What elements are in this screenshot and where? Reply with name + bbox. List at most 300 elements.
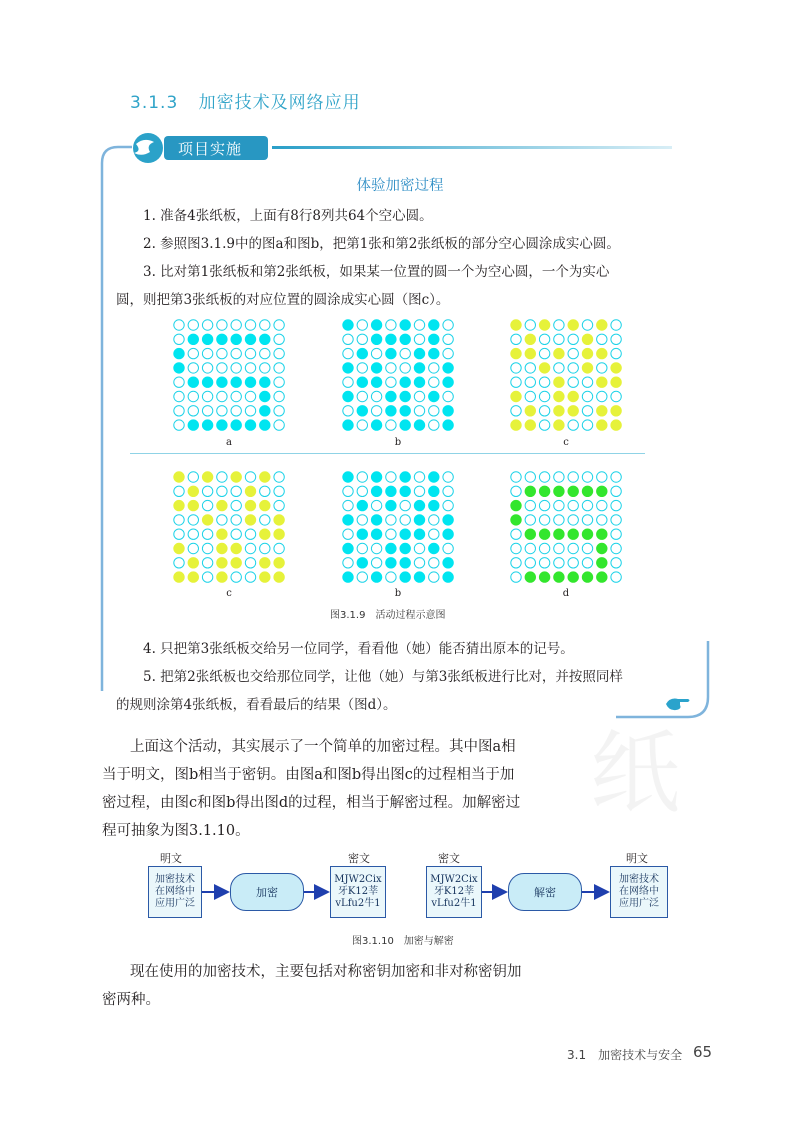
hollow-circle (568, 543, 578, 553)
filled-circle (245, 377, 255, 387)
hollow-circle (414, 472, 424, 482)
plaintext-line: 应用广泛 (619, 898, 659, 909)
hollow-circle (260, 486, 270, 496)
filled-circle (525, 529, 535, 539)
hollow-circle (539, 420, 549, 430)
hollow-circle (554, 500, 564, 510)
hollow-circle (386, 377, 396, 387)
hollow-circle (274, 406, 284, 416)
hollow-circle (400, 348, 410, 358)
hollow-circle (231, 348, 241, 358)
filled-circle (400, 320, 410, 330)
hollow-circle (202, 486, 212, 496)
plaintext-label-right: 明文 (626, 852, 648, 865)
hollow-circle (217, 486, 227, 496)
filled-circle (231, 543, 241, 553)
hollow-circle (568, 558, 578, 568)
hollow-circle (357, 363, 367, 373)
filled-circle (400, 543, 410, 553)
filled-circle (217, 377, 227, 387)
filled-circle (274, 529, 284, 539)
filled-circle (443, 420, 453, 430)
hollow-circle (202, 391, 212, 401)
hollow-circle (611, 334, 621, 344)
filled-circle (554, 420, 564, 430)
ciphertext-line: vLfu2牛1 (431, 898, 477, 909)
hollow-circle (539, 558, 549, 568)
filled-circle (525, 348, 535, 358)
filled-circle (568, 529, 578, 539)
hollow-circle (554, 558, 564, 568)
figure-divider (130, 453, 645, 454)
filled-circle (188, 420, 198, 430)
ciphertext-label-right: 密文 (438, 852, 460, 865)
hollow-circle (568, 377, 578, 387)
filled-circle (260, 391, 270, 401)
hollow-circle (400, 515, 410, 525)
hollow-circle (443, 543, 453, 553)
plaintext-line: 在网络中 (155, 886, 195, 897)
hollow-circle (386, 320, 396, 330)
hollow-circle (202, 348, 212, 358)
filled-circle (414, 363, 424, 373)
filled-circle (217, 529, 227, 539)
filled-circle (429, 500, 439, 510)
hollow-circle (582, 515, 592, 525)
hollow-circle (386, 529, 396, 539)
hollow-circle (202, 529, 212, 539)
hollow-circle (357, 334, 367, 344)
filled-circle (217, 543, 227, 553)
hollow-circle (231, 529, 241, 539)
ciphertext-line: 牙K12莘 (433, 886, 475, 897)
hollow-circle (343, 558, 353, 568)
hollow-circle (274, 348, 284, 358)
filled-circle (386, 406, 396, 416)
filled-circle (202, 377, 212, 387)
ciphertext-label-left: 密文 (348, 852, 370, 865)
filled-circle (202, 334, 212, 344)
filled-circle (582, 363, 592, 373)
hollow-circle (386, 363, 396, 373)
filled-circle (260, 572, 270, 582)
filled-circle (386, 500, 396, 510)
hollow-circle (274, 472, 284, 482)
hollow-circle (429, 363, 439, 373)
hollow-circle (511, 543, 521, 553)
filled-circle (386, 543, 396, 553)
filled-circle (414, 500, 424, 510)
hollow-circle (231, 515, 241, 525)
hollow-circle (245, 529, 255, 539)
filled-circle (174, 363, 184, 373)
filled-circle (400, 406, 410, 416)
hollow-circle (597, 363, 607, 373)
hollow-circle (371, 348, 381, 358)
hollow-circle (429, 406, 439, 416)
hollow-circle (539, 391, 549, 401)
hollow-circle (582, 406, 592, 416)
filled-circle (611, 377, 621, 387)
filled-circle (371, 420, 381, 430)
hollow-circle (260, 348, 270, 358)
hollow-circle (231, 572, 241, 582)
hollow-circle (371, 406, 381, 416)
hollow-circle (429, 558, 439, 568)
hollow-circle (386, 472, 396, 482)
hollow-circle (554, 543, 564, 553)
hollow-circle (245, 391, 255, 401)
hollow-circle (539, 500, 549, 510)
hollow-circle (511, 486, 521, 496)
hollow-circle (386, 572, 396, 582)
step-5-cont: 的规则涂第4张纸板，看看最后的结果（图d）。 (116, 697, 397, 713)
hollow-circle (231, 486, 241, 496)
hollow-circle (443, 391, 453, 401)
filled-circle (202, 420, 212, 430)
filled-circle (582, 529, 592, 539)
step-4: 4. 只把第3张纸板交给另一位同学，看看他（她）能否猜出原本的记号。 (143, 641, 574, 657)
filled-circle (525, 406, 535, 416)
filled-circle (511, 391, 521, 401)
hollow-circle (525, 363, 535, 373)
hollow-circle (611, 391, 621, 401)
filled-circle (386, 558, 396, 568)
hollow-circle (611, 558, 621, 568)
paragraph-2: 现在使用的加密技术，主要包括对称密钥加密和非对称密钥加密两种。 (102, 964, 522, 1008)
filled-circle (582, 348, 592, 358)
filled-circle (371, 572, 381, 582)
filled-circle (539, 572, 549, 582)
filled-circle (511, 500, 521, 510)
filled-circle (554, 529, 564, 539)
filled-circle (202, 472, 212, 482)
filled-circle (245, 486, 255, 496)
plaintext-line: 加密技术 (619, 874, 659, 885)
figure-3-1-9-caption: 图3.1.9 活动过程示意图 (330, 610, 446, 621)
hollow-circle (188, 543, 198, 553)
filled-circle (414, 420, 424, 430)
hollow-circle (217, 320, 227, 330)
hollow-circle (414, 334, 424, 344)
filled-circle (202, 515, 212, 525)
filled-circle (217, 500, 227, 510)
step-5: 5. 把第2张纸板也交给那位同学，让他（她）与第3张纸板进行比对，并按照同样 (143, 669, 623, 685)
hollow-circle (245, 558, 255, 568)
hollow-circle (174, 515, 184, 525)
hollow-circle (429, 529, 439, 539)
filled-circle (260, 406, 270, 416)
hollow-circle (188, 529, 198, 539)
filled-circle (174, 543, 184, 553)
hollow-circle (582, 391, 592, 401)
filled-circle (357, 500, 367, 510)
hollow-circle (274, 334, 284, 344)
hollow-circle (539, 472, 549, 482)
filled-circle (343, 363, 353, 373)
filled-circle (231, 472, 241, 482)
hollow-circle (511, 334, 521, 344)
filled-circle (231, 558, 241, 568)
filled-circle (611, 363, 621, 373)
filled-circle (414, 377, 424, 387)
filled-circle (231, 377, 241, 387)
hollow-circle (274, 543, 284, 553)
hollow-circle (414, 320, 424, 330)
filled-circle (400, 529, 410, 539)
filled-circle (414, 529, 424, 539)
filled-circle (188, 377, 198, 387)
hollow-circle (414, 406, 424, 416)
grid-a (172, 318, 286, 432)
filled-circle (188, 572, 198, 582)
hollow-circle (274, 320, 284, 330)
filled-circle (429, 472, 439, 482)
hollow-circle (539, 406, 549, 416)
filled-circle (400, 572, 410, 582)
filled-circle (525, 486, 535, 496)
filled-circle (429, 486, 439, 496)
hollow-circle (357, 543, 367, 553)
hollow-circle (511, 529, 521, 539)
filled-circle (260, 472, 270, 482)
hollow-circle (611, 515, 621, 525)
filled-circle (343, 391, 353, 401)
ciphertext-line: 牙K12莘 (337, 886, 379, 897)
project-badge-label: 项目实施 (178, 140, 243, 158)
filled-circle (554, 391, 564, 401)
section-title: 加密技术及网络应用 (198, 93, 361, 113)
hollow-circle (188, 363, 198, 373)
hollow-circle (554, 363, 564, 373)
filled-circle (443, 515, 453, 525)
hollow-circle (443, 472, 453, 482)
filled-circle (597, 406, 607, 416)
grid-b (341, 318, 455, 432)
hollow-circle (582, 377, 592, 387)
filled-circle (443, 377, 453, 387)
grid-c (509, 318, 623, 432)
hollow-circle (400, 500, 410, 510)
hollow-circle (525, 500, 535, 510)
filled-circle (343, 543, 353, 553)
filled-circle (554, 572, 564, 582)
section-number: 3.1.3 (130, 93, 179, 113)
paragraph-1: 上面这个活动，其实展示了一个简单的加密过程。其中图a相当于明文，图b相当于密钥。由图a和图b得出图c的过程相当于加密过程，由图c和图b得出图d的过程，相当于解密过程。加解密过程可抽象为图3.1.10。 (102, 739, 521, 839)
filled-circle (274, 572, 284, 582)
hollow-circle (371, 543, 381, 553)
step-1: 1. 准备4张纸板，上面有8行8列共64个空心圆。 (143, 208, 433, 224)
filled-circle (245, 334, 255, 344)
plaintext-label-left: 明文 (160, 852, 182, 865)
hollow-circle (525, 377, 535, 387)
hollow-circle (511, 406, 521, 416)
hollow-circle (274, 363, 284, 373)
filled-circle (568, 391, 578, 401)
hollow-circle (525, 543, 535, 553)
hollow-circle (611, 486, 621, 496)
hollow-circle (217, 391, 227, 401)
hollow-circle (188, 348, 198, 358)
filled-circle (357, 377, 367, 387)
hollow-circle (217, 348, 227, 358)
filled-circle (539, 486, 549, 496)
section-heading (130, 88, 361, 113)
hollow-circle (611, 500, 621, 510)
filled-circle (260, 558, 270, 568)
hollow-circle (202, 558, 212, 568)
filled-circle (371, 320, 381, 330)
filled-circle (188, 486, 198, 496)
filled-circle (539, 363, 549, 373)
filled-circle (443, 529, 453, 539)
step-3: 3. 比对第1张纸板和第2张纸板，如果某一位置的圆一个为空心圆，一个为实心 (143, 264, 610, 280)
hollow-circle (568, 515, 578, 525)
hollow-circle (429, 420, 439, 430)
filled-circle (174, 472, 184, 482)
filled-circle (539, 529, 549, 539)
hollow-circle (188, 391, 198, 401)
filled-circle (443, 558, 453, 568)
hollow-circle (611, 348, 621, 358)
hollow-circle (357, 320, 367, 330)
step-3-cont: 圆，则把第3张纸板的对应位置的圆涂成实心圆（图c）。 (116, 292, 450, 308)
hollow-circle (611, 320, 621, 330)
hollow-circle (202, 406, 212, 416)
filled-circle (568, 572, 578, 582)
decrypt-node: 解密 (508, 873, 582, 911)
ciphertext-line: vLfu2牛1 (335, 898, 381, 909)
hollow-circle (174, 558, 184, 568)
filled-circle (231, 334, 241, 344)
filled-circle (371, 334, 381, 344)
filled-circle (611, 420, 621, 430)
hollow-circle (357, 420, 367, 430)
filled-circle (525, 572, 535, 582)
hollow-circle (597, 391, 607, 401)
hollow-circle (188, 515, 198, 525)
hollow-circle (274, 420, 284, 430)
grid-label-a: a (226, 437, 232, 448)
grid-label-b-2: b (394, 588, 402, 599)
hollow-circle (343, 377, 353, 387)
hollow-circle (429, 572, 439, 582)
filled-circle (343, 420, 353, 430)
hollow-circle (582, 472, 592, 482)
hollow-circle (414, 486, 424, 496)
hollow-circle (174, 334, 184, 344)
hollow-circle (539, 334, 549, 344)
hollow-circle (568, 472, 578, 482)
hollow-circle (525, 391, 535, 401)
filled-circle (597, 420, 607, 430)
hollow-circle (174, 529, 184, 539)
hollow-circle (511, 558, 521, 568)
hollow-circle (597, 472, 607, 482)
hollow-circle (568, 348, 578, 358)
filled-circle (539, 320, 549, 330)
filled-circle (386, 391, 396, 401)
hollow-circle (343, 486, 353, 496)
watermark: 纸 (590, 721, 680, 826)
hollow-circle (582, 420, 592, 430)
filled-circle (343, 320, 353, 330)
hollow-circle (174, 391, 184, 401)
hollow-circle (511, 363, 521, 373)
hollow-circle (597, 500, 607, 510)
hollow-circle (414, 543, 424, 553)
filled-circle (582, 334, 592, 344)
hollow-circle (231, 320, 241, 330)
plaintext-line: 在网络中 (619, 886, 659, 897)
flow-arrows (140, 880, 680, 904)
hollow-circle (343, 406, 353, 416)
hollow-circle (343, 348, 353, 358)
hollow-circle (414, 558, 424, 568)
filled-circle (260, 500, 270, 510)
hollow-circle (202, 363, 212, 373)
filled-circle (414, 515, 424, 525)
filled-circle (400, 391, 410, 401)
filled-circle (371, 472, 381, 482)
hollow-circle (231, 406, 241, 416)
filled-circle (597, 377, 607, 387)
hollow-circle (611, 543, 621, 553)
hollow-circle (525, 515, 535, 525)
hollow-circle (245, 472, 255, 482)
hollow-circle (343, 334, 353, 344)
filled-circle (414, 572, 424, 582)
filled-circle (371, 486, 381, 496)
hollow-circle (582, 558, 592, 568)
hollow-circle (386, 515, 396, 525)
hollow-circle (597, 515, 607, 525)
filled-circle (217, 334, 227, 344)
hollow-circle (174, 320, 184, 330)
filled-circle (554, 486, 564, 496)
hollow-circle (260, 543, 270, 553)
hollow-circle (525, 472, 535, 482)
filled-circle (260, 529, 270, 539)
hollow-circle (245, 406, 255, 416)
hollow-circle (217, 472, 227, 482)
grid-label-b: b (394, 437, 402, 448)
filled-circle (260, 420, 270, 430)
filled-circle (554, 348, 564, 358)
hollow-circle (386, 420, 396, 430)
hollow-circle (582, 320, 592, 330)
hollow-circle (582, 500, 592, 510)
hollow-circle (371, 391, 381, 401)
hollow-circle (174, 406, 184, 416)
filled-circle (188, 500, 198, 510)
filled-circle (245, 420, 255, 430)
filled-circle (343, 472, 353, 482)
hollow-circle (260, 515, 270, 525)
ciphertext-line: MJW2Cix (430, 874, 478, 885)
page-number: 65 (693, 1043, 713, 1061)
hollow-circle (539, 348, 549, 358)
hollow-circle (343, 500, 353, 510)
grid-d (509, 470, 623, 584)
hollow-circle (525, 320, 535, 330)
hollow-circle (539, 515, 549, 525)
filled-circle (400, 420, 410, 430)
hollow-circle (231, 391, 241, 401)
hollow-circle (371, 500, 381, 510)
filled-circle (597, 543, 607, 553)
hollow-circle (371, 558, 381, 568)
